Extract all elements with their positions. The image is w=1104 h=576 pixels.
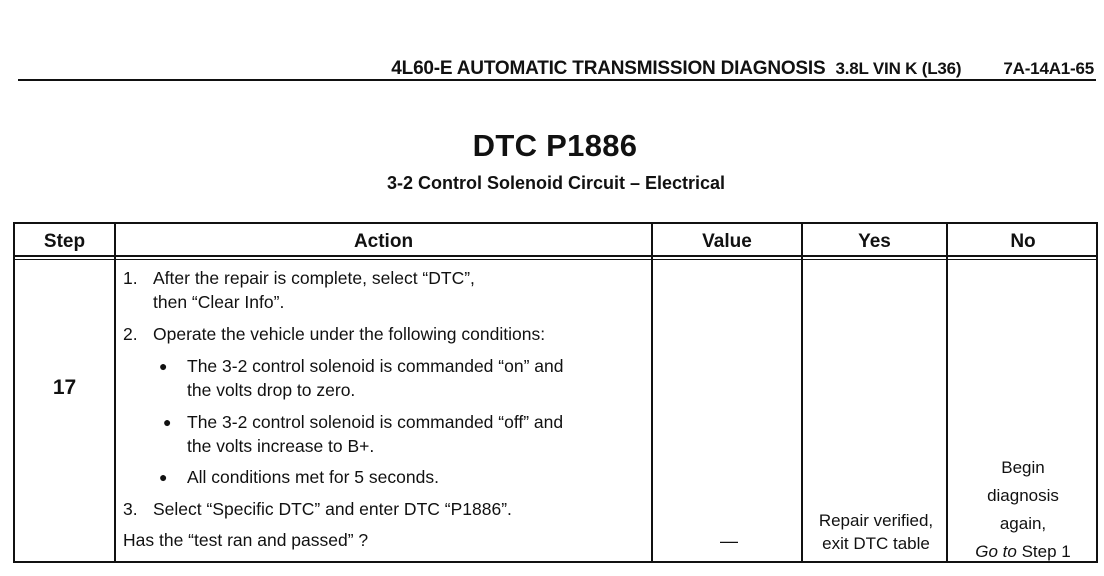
diagnostic-table [13, 222, 1098, 563]
header-page-number: 7A-14A1-65 [1003, 59, 1094, 78]
column-header-action: Action [353, 231, 414, 252]
condition-text: the volts increase to B+. [187, 436, 375, 456]
condition-text: The 3-2 control solenoid is commanded “on” and [187, 356, 564, 376]
action-item-number: 1. [123, 268, 138, 288]
yes-text-line: Repair verified, [818, 511, 934, 530]
no-text-line: again, [999, 514, 1047, 533]
column-divider [114, 224, 116, 561]
action-item-number: 2. [123, 324, 138, 344]
no-text-line: Begin [1001, 458, 1045, 477]
column-header-yes: Yes [858, 231, 891, 252]
yes-cell [806, 509, 946, 555]
header-row-divider [15, 259, 1096, 260]
bullet-icon: ● [159, 469, 168, 485]
yes-text-line: exit DTC table [822, 534, 930, 553]
action-question: Has the “test ran and passed” ? [123, 530, 369, 550]
condition-text: The 3-2 control solenoid is commanded “off” and [187, 412, 564, 432]
column-divider [801, 224, 803, 561]
step-number: 17 [52, 376, 77, 399]
header-title: 4L60-E AUTOMATIC TRANSMISSION DIAGNOSIS [391, 58, 826, 79]
action-item-text: then “Clear Info”. [153, 292, 285, 312]
column-header-step: Step [43, 231, 86, 252]
column-header-no: No [1010, 231, 1036, 252]
bullet-icon: ● [163, 414, 172, 430]
action-item-text: Select “Specific DTC” and enter DTC “P1886”. [153, 499, 512, 519]
header-divider [18, 79, 1096, 81]
page-header [18, 58, 1094, 78]
goto-step-ref: Step 1 [1016, 542, 1071, 561]
action-item-number: 3. [123, 499, 138, 519]
no-text-line: diagnosis [987, 486, 1059, 505]
bullet-icon: ● [159, 358, 168, 374]
action-item-text: After the repair is complete, select “DTC”, [153, 268, 475, 288]
document-title: DTC P1886 [472, 128, 638, 163]
value-cell: — [720, 531, 738, 551]
column-divider [651, 224, 653, 561]
column-header-value: Value [702, 231, 752, 252]
action-item-text: Operate the vehicle under the following conditions: [153, 324, 546, 344]
no-goto-line [949, 538, 1097, 566]
column-divider [946, 224, 948, 561]
goto-label: Go to [975, 542, 1017, 561]
header-engine: 3.8L VIN K (L36) [835, 59, 962, 78]
no-cell [949, 454, 1097, 566]
condition-text: the volts drop to zero. [187, 380, 356, 400]
document-subtitle: 3-2 Control Solenoid Circuit – Electrical [386, 173, 726, 193]
condition-text: All conditions met for 5 seconds. [187, 467, 439, 487]
